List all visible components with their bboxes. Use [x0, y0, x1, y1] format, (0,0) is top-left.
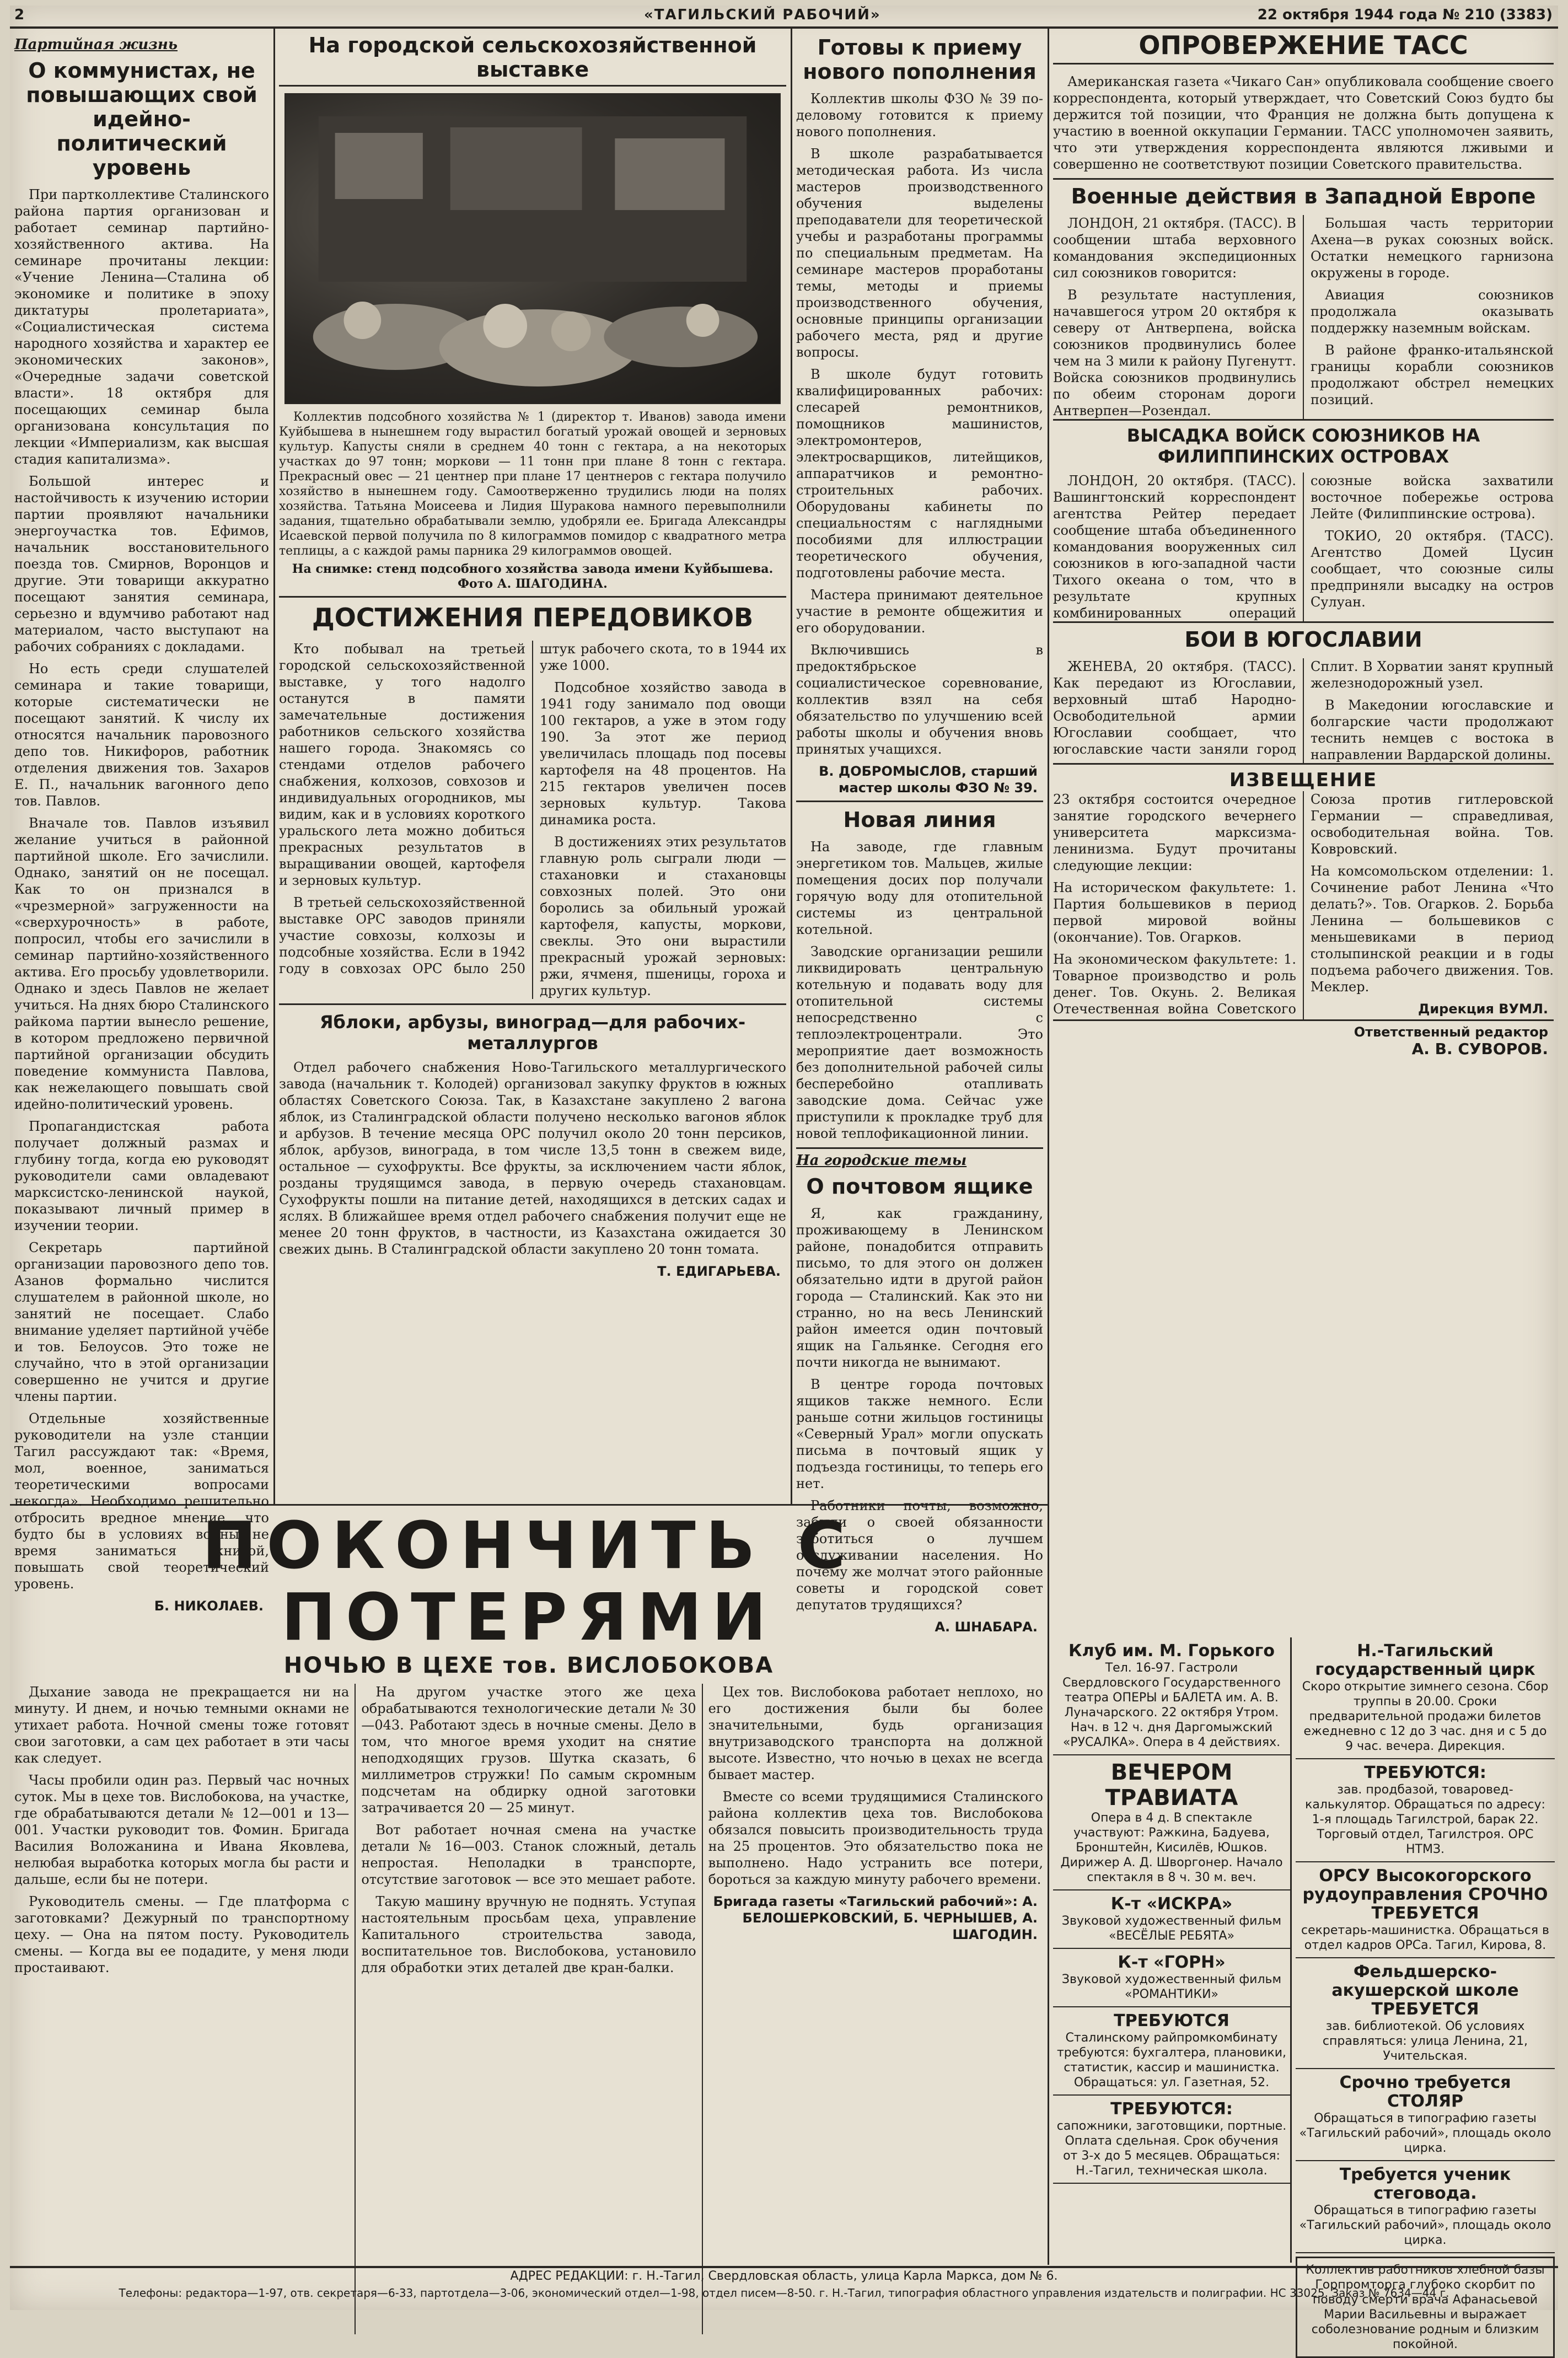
page-footer [10, 2266, 1558, 2307]
ad-block [1296, 1637, 1555, 1759]
world-news-column [1053, 29, 1554, 1633]
article-signature: Бригада газеты «Тагильский рабочий»: А. БЕЛОШЕРКОВСКИЙ, Б. ЧЕРНЫШЕВ, А. ШАГОДИН. [713, 1894, 1038, 1942]
theatre-ads [1053, 1637, 1292, 2263]
notice-signature: Дирекция ВУМЛ. [1417, 1001, 1548, 1017]
section-rubric: На городские темы [796, 1152, 967, 1169]
article-body [1053, 215, 1554, 419]
ad-body: Тел. 16-97. Гастроли Свердловского Государственного театра ОПЕРЫ и БАЛЕТА им. А. В. Луначарского. 22 октября Утром. Нач. в 12 ч. дня Даргомыжский «РУСАЛКА». Опера в 4 действиях. [1062, 1661, 1281, 1749]
ad-body: Опера в 4 д. В спектакле участвуют: Ражкина, Бадуева, Бронштейн, Кисилёв, Юшков. Дирижер А. Д. Шворгонер. Начало спектакля в 8 ч. 30 м. веч. [1060, 1811, 1283, 1884]
article-paragraph: Такую машину вручную не поднять. Уступая настоятельным просьбам цеха, управление Капитального строительства завода, воспитательное тов. Вислобокова, установило для обработки этих деталей две кран-балки. [361, 1894, 696, 1975]
article-paragraph: Заводские организации решили ликвидировать центральную котельную и подавать воду для отопительной системы непосредственно с теплоэлектроцентрали. Это мероприятие дает возможность без дополнительной рабочей силы бесперебойно отапливать заводские дома. Сейчас уже приступили к прокладке труб для новой теплофикационной линии. [796, 944, 1043, 1141]
ad-body: сапожники, заготовщики, портные. Оплата сдельная. Срок обучения от 3-х до 5 месяцев. Обращаться: Н.-Тагил, техническая школа. [1056, 2119, 1287, 2178]
ad-body: Скоро открытие зимнего сезона. Сбор труппы в 20.00. Сроки предварительной продажи билетов ежедневно с 12 до 3 час. дня и с 5 до 9 час. вечера. Дирекция. [1302, 1680, 1549, 1753]
article-paragraph: Коллектив школы ФЗО № 39 по-деловому готовится к приему нового пополнения. [796, 91, 1043, 139]
column-rule [273, 29, 275, 1504]
newspaper-title: «ТАГИЛЬСКИЙ РАБОЧИЙ» [644, 7, 881, 23]
notice-paragraph: На комсомольском отделении: 1. Сочинение работ Ленина «Что делать?». Тов. Огарков. 2. Борьба Ленина — большевиков с меньшевиками в период столыпинской реакции и в годы подъема рабочего движения. Тов. Меклер. [1311, 863, 1554, 995]
article-paragraph: ТОКИО, 20 октября. (ТАСС). Агентство Домей Цусин сообщает, что союзные силы предприняли высадку на остров Сулуан. [1311, 528, 1554, 610]
school-column [796, 33, 1043, 1635]
article-body [1053, 658, 1554, 763]
notice-body [1053, 791, 1554, 1019]
section-rubric: Партийная жизнь [14, 36, 178, 53]
newspaper-page [10, 6, 1558, 2351]
section-rule [1053, 419, 1554, 421]
article-paragraph: На другом участке этого же цеха обрабатываются технологические детали № 30—043. Работают здесь в ночные смены. Дело в том, что многое время уходит на снятие неподходящих грузов. Шутка сказать, 6 миллиметров стружки! По самым скромным подсчетам на обдирку одной заготовки затрачивается 20 — 25 минут. [361, 1684, 696, 1816]
section-rule [1053, 621, 1554, 623]
article-paragraph: Кто побывал на третьей городской сельскохозяйственной выставке, у того надолго останутся в памяти замечательные достижения работников сельского хозяйства нашего города. Знакомясь со стендами отделов рабочего снабжения, колхозов, совхозов и индивидуальных огородников, мы видим, как и в условиях короткого уральского лета можно добиться прекрасных результатов в выращивании овощей, картофеля и зерновых культур. [279, 641, 525, 888]
ad-title: Н.-Тагильский государственный цирк [1315, 1641, 1535, 1679]
section-rule [796, 801, 1043, 802]
ad-block [1053, 2007, 1290, 2096]
editor-label: Ответственный редактор [1354, 1024, 1548, 1040]
article-signature: В. ДОБРОМЫСЛОВ, старший мастер школы ФЗО № 39. [819, 764, 1038, 796]
ad-title: ОРСУ Высокогорского рудоуправления СРОЧНО ТРЕБУЕТСЯ [1302, 1866, 1548, 1923]
ad-block [1296, 1862, 1555, 1958]
article-title: Яблоки, арбузы, виноград—для рабочих-металлургов [319, 1012, 746, 1054]
article-paragraph: В Македонии югославские и болгарские части продолжают теснить немцев с востока в направлении Вардарской долины. [1311, 697, 1554, 762]
ad-body: секретарь-машинистка. Обращаться в отдел кадров ОРСа. Тагил, Кирова, 8. [1301, 1924, 1550, 1952]
article-paragraph: Подсобное хозяйство завода в 1941 году занимало под овощи 100 гектаров, а уже в этом году 190. За этот же период увеличилась площадь под посевы картофеля на 48 процентов. На 215 гектаров увеличен посев зерновых культур. Такова динамика роста. [540, 680, 786, 828]
classified-ads [1296, 1637, 1555, 2351]
article-paragraph: На заводе, где главным энергетиком тов. Мальцев, жилые помещения досих пор получали горячую воду для отопительной системы из центральной котельной. [796, 839, 1043, 937]
section-rule [279, 596, 786, 598]
notice-paragraph: 23 октября состоится очередное занятие городского вечернего университета марксизма-ленинизма. Будут прочитаны следующие лекции: [1053, 792, 1296, 873]
banner-title: ПОКОНЧИТЬ С ПОТЕРЯМИ [202, 1507, 856, 1655]
ad-block [1296, 1759, 1555, 1862]
exhibition-column [279, 31, 786, 1501]
photo-caption: Коллектив подсобного хозяйства № 1 (директор т. Иванов) завода имени Куйбышева в нынешнем году вырастил богатый урожай овощей и зерновых культур. Капусты сняли в среднем 40 тонн с гектара, а на некоторых участках до 97 тонн; моркови — 11 тонн при плане 8 тонн с гектара. Прекрасный овес — 21 центнер при плане 17 центнеров с гектара получило хозяйство в нынешнем году. Самоотверженно трудились люди на полях хозяйства. Татьяна Моисеева и Лидия Шуракова намного перевыполнили задания, тщательно обрабатывали землю, удобряли ее. Бригада Александры Исаевской первой получила по 8 килограммов помидор с квадратного метра теплицы, а с каждой рамы парника 29 килограммов овощей. [279, 410, 786, 558]
ad-block [1296, 2161, 1555, 2253]
article-paragraph: В достижениях этих результатов главную роль сыграли люди — стахановки и стахановцы совхозных полей. Это они боролись за обильный урожай картофеля, капусты, моркови, свеклы. Это они вырастили прекрасный урожай зерновых: ржи, ячменя, пшеницы, гороха и других культур. [540, 834, 786, 998]
article-paragraph: Пропагандистская работа получает должный размах и глубину тогда, когда ею руководят руководители сами овладевают марксистско-ленинской наукой, показывают личный пример в изучении теории. [14, 1119, 269, 1233]
ad-block [1053, 1949, 1290, 2007]
article-paragraph: Большой интерес и настойчивость к изучению истории партии проявляют начальники энергоучастка тов. Ефимов, начальник восстановительного поезда тов. Смирнов, Воронцов и другие. Эти товарищи аккуратно посещают занятия семинара, серьезно и вдумчиво работают над материалом, часто выступают на рабочих собраниях с докладами. [14, 474, 269, 654]
article-body [279, 641, 786, 999]
ad-block [1053, 1890, 1290, 1949]
ad-block [1053, 1637, 1290, 1755]
article-body [14, 1684, 1043, 2334]
footer-address: АДРЕС РЕДАКЦИИ: г. Н.-Тагил, Свердловская область, улица Карла Маркса, дом № 6. [510, 2269, 1058, 2283]
article-title: ВЫСАДКА ВОЙСК СОЮЗНИКОВ НА ФИЛИППИНСКИХ ОСТРОВАХ [1126, 425, 1480, 467]
page-header [10, 6, 1558, 29]
article-paragraph: Работники почты, возможно, забыли о своей обязанности заботиться о лучшем обслуживании населения. Но почему же молчат этого районные советы и городской совет депутатов трудящихся? [796, 1498, 1043, 1613]
column-rule [791, 29, 792, 1504]
article-paragraph: Авиация союзников продолжала оказывать поддержку наземным войскам. [1311, 287, 1554, 336]
article-paragraph: Вместе со всеми трудящимися Сталинского района коллектив цеха тов. Вислобокова обязался повысить производительность труда на 25 процентов. Это обязательство пока не выполнено. Надо устранить все потери, бороться за каждую минуту рабочего времени. [708, 1789, 1043, 1887]
article-paragraph: Американская газета «Чикаго Сан» опубликовала сообщение своего корреспондента, который утверждает, что Советский Союз будто бы держится той позиции, что Франция не должна быть допущена к участию в военной оккупации Германии. ТАСС уполномочен заявить, что эти утверждения корреспондента являются лживыми и совершенно не соответствуют позиции Советского правительства. [1053, 74, 1554, 172]
column-rule [1048, 29, 1049, 2265]
article-title: ДОСТИЖЕНИЯ ПЕРЕДОВИКОВ [312, 603, 754, 632]
ad-title: Требуется ученик стеговода. [1339, 2165, 1511, 2203]
banner-article [14, 1507, 1043, 2263]
article-paragraph: Большая часть территории Ахена—в руках союзных войск. Остатки немецкого гарнизона окружены в городе. [1311, 216, 1554, 281]
photo-placeholder-icon [286, 94, 780, 403]
article-paragraph: Включившись в предоктябрьское социалистическое соревнование, коллектив взял на себя обязательство по улучшению всей работы школы и обучения вновь принятых учащихся. [796, 642, 1043, 757]
article-signature: Б. НИКОЛАЕВ. [154, 1598, 264, 1614]
editor-box [1053, 1019, 1554, 1061]
ad-block [1296, 2069, 1555, 2161]
exhibition-photo [284, 93, 781, 404]
article-body [1053, 472, 1554, 621]
article-paragraph: При партколлективе Сталинского района партия организован и работает семинар партийно-хозяйственного актива. На семинаре прочитаны лекции: «Учение Ленина—Сталина об экономике и политике в эпоху диктатуры пролетариата», «Социалистическая система народного хозяйства и характер ее экономических законов», «Очередные задачи советской власти». 18 октября для посещающих семинар была организована консультация по лекции «Империализм, как высшая стадия капитализма». [14, 187, 269, 467]
ad-title: Клуб им. М. Горького [1068, 1641, 1275, 1661]
article-title: О коммунистах, не повышающих свой идейно-политический уровень [26, 58, 257, 180]
article-paragraph: В районе франко-итальянской границы корабли союзников продолжают обстрел немецких позиций. [1311, 342, 1554, 407]
ad-body: зав. продбазой, товаровед-калькулятор. Обращаться по адресу: 1-я площадь Тагилстрой, барак 22. Торговый отдел, Тагилстроя. ОРС НТМЗ. [1305, 1783, 1545, 1856]
page-number: 2 [14, 7, 25, 23]
article-paragraph: Вначале тов. Павлов изъявил желание учиться в районной партийной школе. Его зачислили. Однако, занятий он не посещал. Как то он признался в «чрезмерной» загруженности на «сверхурочность» в работе, попросил, чтобы его зачислили в семинар партийно-хозяйственного актива. Его просьбу удовлетворили. Однако и здесь Павлов не желает учиться. На днях бюро Сталинского райкома партии вынесло решение, в котором предложено первичной партийной организации обсудить поведение коммуниста Павлова, как нежелающего повышать свой идейно-политический уровень. [14, 815, 269, 1112]
ad-block [1053, 1755, 1290, 1890]
article-paragraph: Отдельные хозяйственные руководители на узле станции Тагил рассуждают так: «Время, мол, военное, заниматься теоретическими вопросами некогда». Необходимо решительно отбросить вредное мнение, что будто бы в условиях войны не время заниматься книгой, повышать свой теоретический уровень. [14, 1411, 269, 1592]
article-paragraph: Часы пробили один раз. Первый час ночных суток. Мы в цехе тов. Вислобокова, на участке, где обрабатываются детали № 12—001 и 13—001. Участки руководит тов. Фомин. Бригада Василия Воложанина и Ивана Яковлева, нелюбая выработка которых могла бы расти и дальше, если бы не потери. [14, 1772, 350, 1887]
article-title: Готовы к приему нового пополнения [803, 35, 1037, 84]
ad-body: Звуковой художественный фильм «ВЕСЁЛЫЕ РЕБЯТА» [1061, 1914, 1282, 1943]
article-signature: А. ШНАБАРА. [935, 1619, 1038, 1635]
party-life-column [14, 33, 269, 1614]
ad-title: Фельдшерско-акушерской школе ТРЕБУЕТСЯ [1331, 1962, 1519, 2019]
article-paragraph: Вот работает ночная смена на участке детали № 16—003. Станок сложный, деталь непростая. Неполадки в транспорте, отсутствие заготовок — все это мешает работе. [361, 1822, 696, 1887]
ad-body: Обращаться в типографию газеты «Тагильский рабочий», площадь около цирка. [1299, 2112, 1551, 2155]
ad-title: К-т «ИСКРА» [1110, 1894, 1233, 1914]
article-paragraph: Цех тов. Вислобокова работает неплохо, но его достижения были бы более значительными, будь организация внутризаводского транспорта на должной высоте. Известно, что ночью в цехах не всегда бывает мастер. [708, 1684, 1043, 1782]
ad-body: Коллектив работников хлебной базы Горпромторга глубоко скорбит по поводу смерти врача Афанасьевой Марии Васильевны и выражает соболезнование родным и близким покойной. [1306, 2263, 1545, 2351]
article-signature: Т. ЕДИГАРЬЕВА. [657, 1264, 781, 1279]
article-paragraph: В результате наступления, начавшегося утром 20 октября к северу от Антверпена, войска союзников продвинулись более чем на 3 мили к району Пугенутт. Войска союзников продвинулись по обеим сторонам дороги Антверпен—Розендал. [1053, 287, 1296, 418]
article-paragraph: Секретарь партийной организации паровозного депо тов. Азанов формально числится слушателем в районной школе, но занятий не посещает. Слабо внимание уделяет партийной учёбе и тов. Белоусов. Это тоже не случайно, что в этой организации совершенно не учится и другие члены партии. [14, 1240, 269, 1404]
ad-body: Сталинскому райпромкомбинату требуются: бухгалтера, плановики, статистик, кассир и машинистка. Обращаться: ул. Газетная, 52. [1056, 2031, 1287, 2090]
article-title: Новая линия [843, 808, 996, 832]
photo-credit: На снимке: стенд подсобного хозяйства завода имени Куйбышева. Фото А. ШАГОДИНА. [292, 562, 774, 591]
article-paragraph: Я, как гражданину, проживающему в Ленинском районе, понадобится отправить письмо, то для этого он должен обязательно идти в другой район города — Сталинский. Как это ни странно, но на весь Ленинский район имеется один почтовый ящик на Гальянке. Сегодня его почти никогда не вынимают. [796, 1206, 1043, 1370]
article-paragraph: ЛОНДОН, 20 октября. (ТАСС). Вашингтонский корреспондент агентства Рейтер передает сообщение штаба объединенного командования вооруженных сил союзников в юго-западной части Тихого океана о том, что в результате крупных комбинированных операций союзные войска захватили восточное побережье острова Лейте (Филиппинские острова). [1053, 473, 1554, 621]
ad-body: Звуковой художественный фильм «РОМАНТИКИ» [1061, 1973, 1282, 2001]
article-paragraph: Руководитель смены. — Где платформа с заготовками? Дежурный по транспортному цеху. — Она на пятом посту. Руководитель смены. — Когда вы ее подадите, у меня люди простаивают. [14, 1894, 350, 1975]
article-title: О почтовом ящике [806, 1174, 1033, 1199]
notice-paragraph: На историческом факультете: 1. Партия большевиков в период первой мировой войны (окончание). Тов. Огарков. [1053, 880, 1296, 945]
footer-imprint: Телефоны: редактора—1-97, отв. секретаря—6-33, партотдела—3-06, экономический отдел—1-98, отдел писем—8-50. г. Н.-Тагил, типография областного управления издательств и полиграфии. НС 33025. Заказ № 7634—44 г. [119, 2286, 1449, 2300]
article-paragraph: В школе будут готовить квалифицированных рабочих: слесарей ремонтников, помощников машинистов, электромонтеров, электросварщиков, литейщиков, аппаратчиков и ремонтно-строительных рабочих. Оборудованы кабинеты по специальностям с наглядными пособиями для иллюстрации теоретического обучения, подготовлены рабочие места. [796, 367, 1043, 581]
ad-title: К-т «ГОРН» [1118, 1953, 1226, 1972]
article-paragraph: В школе разрабатывается методическая работа. Из числа мастеров производственного обучения выделены преподаватели для теоретической учебы и разработаны программы по специальным предметам. На семинаре мастеров проработаны темы, методы и приемы производственного обучения, основные принципы организации рабочего места, ряд и другие вопросы. [796, 146, 1043, 360]
issue-date: 22 октября 1944 года № 210 (3383) [1257, 7, 1553, 23]
notice-title: ИЗВЕЩЕНИЕ [1229, 769, 1378, 791]
article-title: Военные действия в Западной Европе [1071, 184, 1536, 208]
section-rule [1053, 178, 1554, 180]
ad-title: ТРЕБУЮТСЯ [1114, 2011, 1229, 2031]
article-paragraph: ЛОНДОН, 21 октября. (ТАСС). В сообщении штаба верховного командования экспедиционных сил союзников говорится: [1053, 216, 1296, 281]
ad-title: Срочно требуется СТОЛЯР [1339, 2073, 1511, 2111]
article-title: ОПРОВЕРЖЕНИЕ ТАСС [1053, 31, 1554, 65]
article-paragraph: Но есть среди слушателей семинара и такие товарищи, которые систематически не посещают занятий. К числу их относятся начальник паровозного депо тов. Никифоров, работник отделения движения тов. Захаров Е. П., начальник вагонного депо тов. Павлов. [14, 661, 269, 809]
ad-body: Обращаться в типографию газеты «Тагильский рабочий», площадь около цирка. [1299, 2204, 1551, 2247]
article-paragraph: Отдел рабочего снабжения Ново-Тагильского металлургического завода (начальник т. Колодей) организовал закупку фруктов в южных областях Советского Союза. Так, в Казахстане закуплено 2 вагона яблок, из Сталинградской области получено несколько вагонов яблок и арбузов. В течение месяца ОРС получил около 20 тонн персиков, яблок, арбузов, винограда, в том числе 13,5 тонн в свежем виде, остальное — сухофрукты. Все фрукты, за исключением части яблок, розданы трудящимся завода, в первую очередь стахановцам. Сухофрукты пошли на питание детей, находящихся в детских садах и яслях. В ближайшее время отдел рабочего снабжения получит еще не менее 20 тонн фруктов, в частности, из Казахстана ожидается 30 свежих дынь. В Сталинградской области закуплено 20 тонн томата. [279, 1060, 786, 1257]
section-rule [796, 1147, 1043, 1149]
ad-block [1053, 2096, 1290, 2184]
article-paragraph: Дыхание завода не прекращается ни на минуту. И днем, и ночью темными окнами не утихает работа. Ночной смены тоже готовят свои заготовки, а сам цех работает в эти часы как следует. [14, 1684, 350, 1766]
ad-block [1296, 1958, 1555, 2069]
ad-title: ТРЕБУЮТСЯ: [1364, 1763, 1486, 1782]
ad-body: зав. библиотекой. Об условиях справляться: улица Ленина, 21, Учительская. [1322, 2019, 1528, 2063]
article-paragraph: Мастера принимают деятельное участие в ремонте общежития и его оборудовании. [796, 587, 1043, 636]
editor-name: А. В. СУВОРОВ. [1411, 1040, 1548, 1058]
ad-title: ВЕЧЕРОМ ТРАВИАТА [1105, 1760, 1238, 1811]
notice-paragraph: На экономическом факультете: 1. Товарное производство и роль денег. Тов. Окунь. 2. Великая Отечественная война Советского Союза против гитлеровской Германии — справедливая, освободительная война. Тов. Ковровский. [1053, 792, 1554, 1017]
ad-title: ТРЕБУЮТСЯ: [1110, 2099, 1233, 2119]
article-title: БОИ В ЮГОСЛАВИИ [1184, 627, 1422, 652]
article-paragraph: ЖЕНЕВА, 20 октября. (ТАСС). Как передают из Югославии, верховный штаб Народно-Освободительной армии Югославии сообщает, что югославские части заняли город Сплит. В Хорватии занят крупный железнодорожный узел. [1053, 659, 1554, 757]
section-rule [1053, 763, 1554, 765]
banner-subtitle: НОЧЬЮ В ЦЕХЕ тов. ВИСЛОБОКОВА [283, 1653, 774, 1678]
article-title: На городской сельскохозяйственной выставке [279, 33, 786, 87]
article-paragraph: В центре города почтовых ящиков также немного. Если раньше сотни жильцов гостиницы «Северный Урал» могли опускать письма в почтовый ящик у подъезда гостиницы, то теперь его нет. [796, 1377, 1043, 1491]
article-paragraph: В третьей сельскохозяйственной выставке ОРС заводов приняли участие совхозы, колхозы и подсобные хозяйства. Если в 1942 году в совхозах ОРС было 250 штук рабочего скота, то в 1944 их уже 1000. [279, 641, 786, 976]
section-rule [279, 1003, 786, 1005]
